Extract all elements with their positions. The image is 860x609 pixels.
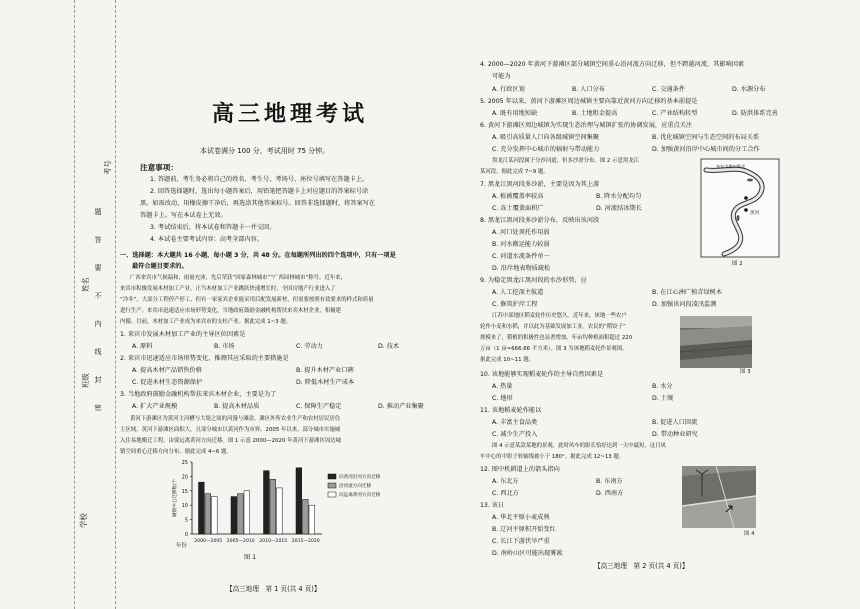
option-a: A. 丰富主食品类 — [492, 419, 538, 426]
option-c: C. 河道水流条件单一 — [492, 253, 550, 260]
bar — [270, 479, 276, 534]
passage-line: 主区域。黄河下游滩区面积大，且部分城市以黄河作为市界。2005 年以来，部分城市实施城 — [120, 427, 341, 433]
notice-line: 1. 答题前，考生务必将自己的姓名、考生号、考场号、座位号填写在答题卡上。 — [150, 176, 369, 183]
passage-line: 图 4 示意某款某地的景观，此时风车的影长恰好达到一天中最短，这日风 — [492, 443, 666, 449]
x-tick-label: 2000—2005 — [194, 539, 223, 544]
chart-caption: 图 1 — [244, 554, 257, 561]
passage-line: 万亩（1 亩≈666.66 平方米）。图 3 为该地稻麦轮作景观图。 — [480, 346, 628, 352]
question-stem-cont: 可能为 — [492, 73, 511, 80]
notice-line: 2. 回答选择题时，选出每小题答案后，用铅笔把答题卡上对应题目的答案标号涂 — [150, 188, 369, 195]
option-c: C. 修筑护岸工程 — [492, 301, 538, 308]
option-c: C. 减少生产投入 — [492, 431, 538, 438]
section-heading: 一、选择题：本大题共 16 小题，每小题 3 分，共 48 分。在每题所列出的四个选项中，只有一项是 — [120, 252, 396, 259]
y-tick-label: 5 — [184, 517, 188, 524]
question-stem: 3. 当地政府鼓励金融机构帮扶来宾木材企业，主要是为了 — [120, 391, 277, 398]
option-a: A. 人工挖深主航道 — [492, 289, 544, 296]
option-b: B. 降水分配均匀 — [596, 193, 642, 200]
bar — [264, 471, 270, 534]
option-d: D. 加强黄河沿岸中心城市间的分工合作 — [652, 146, 760, 153]
sandbar — [737, 215, 740, 221]
seal-char: 内 — [94, 320, 102, 328]
exam-number-label: 考号 — [103, 160, 112, 175]
option-a: A. 提高木材产品销售价格 — [132, 367, 202, 374]
option-b: B. 土地租金提高 — [572, 110, 618, 117]
option-d: D. 南岭山区可能出现雾凇 — [492, 550, 563, 557]
bar — [212, 497, 218, 534]
bar — [309, 505, 315, 534]
notice-line: 黑。如需改动，用橡皮擦干净后，再选涂其他答案标号。回答非选择题时，将答案写在 — [140, 200, 376, 207]
question-stem: 6. 黄河下游滩区周边城镇为实现生态治理与城镇扩张的协调发展，应重点关注 — [480, 122, 693, 129]
question-stem: 4. 2000—2020 年黄河下游滩区部分城镇空间重心沿河流方向迁移，但不跨越河流，其影响因素 — [480, 61, 745, 68]
passage-line: 车中心的中影子转轴线被小于 180°。据此完成 12~13 题。 — [480, 454, 625, 460]
y-tick-label: 15 — [181, 488, 188, 495]
question-stem: 2. 来宾市迅速适应市场形势变化，推测其应采取的主要措施是 — [120, 355, 289, 362]
chart-x-label: 年份 — [176, 543, 187, 549]
question-stem: 7. 黑龙江黑河段多沙淤，主要是因为其上游 — [480, 181, 600, 188]
bar — [238, 494, 244, 534]
bar — [296, 468, 302, 534]
option-a: A. 河口处顶托作用弱 — [492, 229, 550, 236]
school-label: 学校 — [79, 513, 88, 528]
option-d: D. 西南方 — [596, 490, 624, 497]
passage-line: 规模来了，稻植的积极性也显著增加，年亩均种植面积超过 220 — [480, 335, 633, 341]
seal-char: 题 — [94, 208, 102, 216]
passage-line: 内循。目前，木材加工产业成为来宾市的支柱产业。据此完成 1~3 题。 — [120, 319, 292, 325]
class-label: 班级 — [81, 373, 90, 388]
legend-label: 向远离黄河方向迁移 — [339, 493, 381, 498]
option-d: D. 推动产业集聚 — [378, 403, 424, 410]
option-a: A. 原料 — [132, 343, 153, 350]
option-b: B. 在江心洲广植青绿树木 — [652, 289, 723, 296]
figure-4-caption: 图 4 — [744, 531, 755, 537]
y-tick-label: 25 — [181, 460, 188, 466]
option-d: D. 沿岸地表物质疏松 — [492, 265, 551, 272]
option-a: A. 扩大产业规模 — [132, 403, 178, 410]
bar — [231, 497, 237, 534]
option-a: A. 华北平原小麦成熟 — [492, 514, 550, 521]
y-tick-label: 20 — [181, 474, 188, 481]
question-stem: 8. 黑龙江黑河段多沙淤分布，反映出该河段 — [480, 217, 600, 224]
option-c: C. 产业结构转型 — [652, 110, 698, 117]
legend-label: 沿河流方向迁移 — [339, 484, 372, 489]
notice-line: 3. 考试结束后，将本试卷和答题卡一并交回。 — [150, 224, 276, 231]
seal-char: 要 — [94, 264, 102, 272]
city-marker — [744, 208, 748, 212]
question-stem: 12. 图中机耕道上的箭头指向 — [480, 466, 560, 473]
figure-2-caption: 图 2 — [732, 261, 743, 267]
sandbar — [747, 179, 753, 182]
legend-swatch — [328, 492, 336, 497]
bar — [205, 494, 211, 534]
option-c: C. 保障生产稳定 — [296, 403, 342, 410]
option-d: D. 加强该河段凌汛监测 — [652, 301, 717, 308]
option-b: B. 提升木材产业口碑 — [296, 367, 354, 374]
section-heading: 最符合题目要求的。 — [132, 263, 188, 270]
photo-sky — [680, 316, 752, 328]
option-b: B. 东南方 — [596, 478, 623, 485]
x-tick-label: 2010—2015 — [259, 539, 288, 544]
passage-line: 轮作小麦和水稻，并以此为基础发展加工业。农民的“稻饺子” — [480, 324, 626, 330]
bar — [199, 482, 205, 534]
passage-line: 黑龙江某河段属于分沙河道，但多沙淤分布。图 2 示意黑龙江 — [492, 158, 640, 164]
passage-line: 广西来宾市气候温和，雨量充沛，先后荣获“国家森林城市”“广西园林城市”称号。近年来， — [130, 275, 347, 281]
option-c: C. 冻土覆盖面积广 — [492, 205, 544, 212]
seal-char: 密 — [94, 404, 102, 412]
legend-swatch — [328, 483, 336, 488]
passage-line: 进行生产。来宾市迅速适应市场形势变化，当地政府鼓励金融机构帮扶来宾木材企业，积极建 — [120, 308, 342, 314]
option-d: D. 防洪体系完善 — [732, 110, 778, 117]
option-c: C. 地形 — [492, 395, 513, 402]
figure-3-photo — [680, 316, 752, 368]
passage-line: 入住易地搬迁工程，由要远离黄河方向迁移。图 1 示意 2000—2020 年黄河下游滩区周边城 — [120, 438, 342, 444]
option-c: C. 西北方 — [492, 490, 519, 497]
option-b: B. 促进人口回流 — [652, 419, 698, 426]
option-c: C. 劳动力 — [296, 343, 323, 350]
bar — [303, 499, 309, 534]
fill-line — [74, 0, 75, 609]
option-c: C. 充分发挥中心城市的辐射与带动能力 — [492, 146, 600, 153]
passage-line: 镇空间重心迁移方向分布。据此完成 4~6 题。 — [120, 449, 232, 455]
map-label: 黑河 — [750, 211, 760, 216]
map-label: 布拉戈维申斯克 — [716, 164, 746, 169]
option-b: B. 人口分布 — [572, 86, 605, 93]
page-title: 高三地理考试 — [212, 101, 369, 127]
figure-3-caption: 图 3 — [740, 369, 751, 375]
seal-char: 答 — [94, 236, 102, 244]
page-footer-left: 【高三地理 第 1 页(共 4 页)】 — [226, 585, 321, 593]
seal-char: 线 — [94, 348, 102, 356]
question-stem: 1. 来宾市发展木材加工产业的主导区位因素是 — [120, 331, 246, 338]
page-footer-right: 【高三地理 第 2 页(共 4 页)】 — [594, 562, 689, 570]
notice-line: 4. 本试卷主要考试内容：高考全部内容。 — [150, 236, 264, 243]
figure-1-chart — [168, 456, 408, 556]
passage-line: 江苏中部地区稻麦轮作历史悠久。近年来，该地一些农户 — [492, 313, 627, 319]
passage-line: 某河段。据此完成 7~9 题。 — [480, 169, 549, 175]
x-tick-label: 2015—2020 — [291, 539, 320, 544]
option-a: A. 热量 — [492, 383, 513, 390]
y-tick-label: 10 — [181, 503, 188, 510]
seal-char: 封 — [94, 376, 102, 384]
city-marker — [744, 196, 748, 200]
bar — [277, 488, 283, 534]
name-label: 姓名 — [81, 277, 90, 292]
legend-swatch — [328, 474, 336, 479]
passage-line: “冷冬”，大部分工程停产停工，但有一家家宾企业能采用后配发展新材，但需要按照有效要求的样式和质量 — [120, 297, 374, 303]
question-stem: 11. 该地稻麦轮作能以 — [480, 407, 542, 414]
option-b: B. 水分 — [652, 383, 673, 390]
option-a: A. 植被覆盖率较高 — [492, 193, 544, 200]
option-d: D. 水源分布 — [732, 86, 766, 93]
figure-4-photo — [682, 466, 756, 528]
question-stem: 10. 该地能够实现稻麦轮作的主导自然因素是 — [480, 371, 604, 378]
y-tick-label: 0 — [184, 532, 188, 538]
exam-meta: 本试卷满分 100 分，考试用时 75 分钟。 — [200, 147, 330, 155]
option-d: D. 河流结冰期长 — [596, 205, 642, 212]
bar — [244, 491, 250, 534]
figure-2-map — [700, 158, 780, 258]
passage-line: 来宾市积极发展木材加工产业。正当木材加工产业跳跃快速增长时，全国房地产行业进入了 — [120, 286, 336, 292]
passage-line: 据此完成 10~11 题。 — [480, 357, 535, 363]
option-b: B. 市场 — [214, 343, 235, 350]
passage-line: 黄河下游滩区为黄河主河槽与大堤之间的河漫与滩涂，滩区外所农业生产和农村居民居住 — [130, 416, 341, 422]
question-stem: 5. 2005 年以来，黄河下游滩区周边城镇主要向靠近黄河方向迁移的基本前提是 — [480, 98, 698, 105]
notice-heading: 注意事项： — [140, 163, 178, 172]
option-a: A. 既有用地短缺 — [492, 110, 538, 117]
option-b: B. 提高木材品质 — [214, 403, 260, 410]
option-a: A. 东北方 — [492, 478, 519, 485]
question-stem: 9. 为稳定黑龙江黑河段的水沙形势，应 — [480, 277, 587, 284]
seal-line — [115, 0, 116, 609]
legend-label: 向黄河沿河方向迁移 — [339, 475, 381, 480]
x-tick-label: 2005—2010 — [226, 539, 255, 544]
option-d: D. 技术 — [378, 343, 400, 350]
option-b: B. 辽河平原积开始变红 — [492, 526, 556, 533]
option-d: D. 带动种业研究 — [652, 431, 698, 438]
option-d: D. 土壤 — [652, 395, 674, 402]
option-c: C. 促进木材生态资源保护 — [132, 379, 203, 386]
option-d: D. 降低木材生产成本 — [296, 379, 355, 386]
question-stem: 13. 该日 — [480, 502, 505, 509]
option-c: C. 长江下游伏旱严重 — [492, 538, 550, 545]
option-a: A. 行政区划 — [492, 86, 525, 93]
option-c: C. 交通条件 — [652, 86, 686, 93]
notice-line: 答题卡上。写在本试卷上无效。 — [140, 212, 227, 219]
option-a: A. 吸引高质量人口向各级城镇空间集聚 — [492, 134, 600, 141]
option-b: B. 优化城镇空间与生态空间的布局关系 — [652, 134, 760, 141]
y-axis-label: 城镇中心迁移数/个 — [173, 478, 178, 518]
seal-char: 不 — [94, 292, 102, 300]
option-b: B. 河水搬运能力较弱 — [492, 241, 550, 248]
